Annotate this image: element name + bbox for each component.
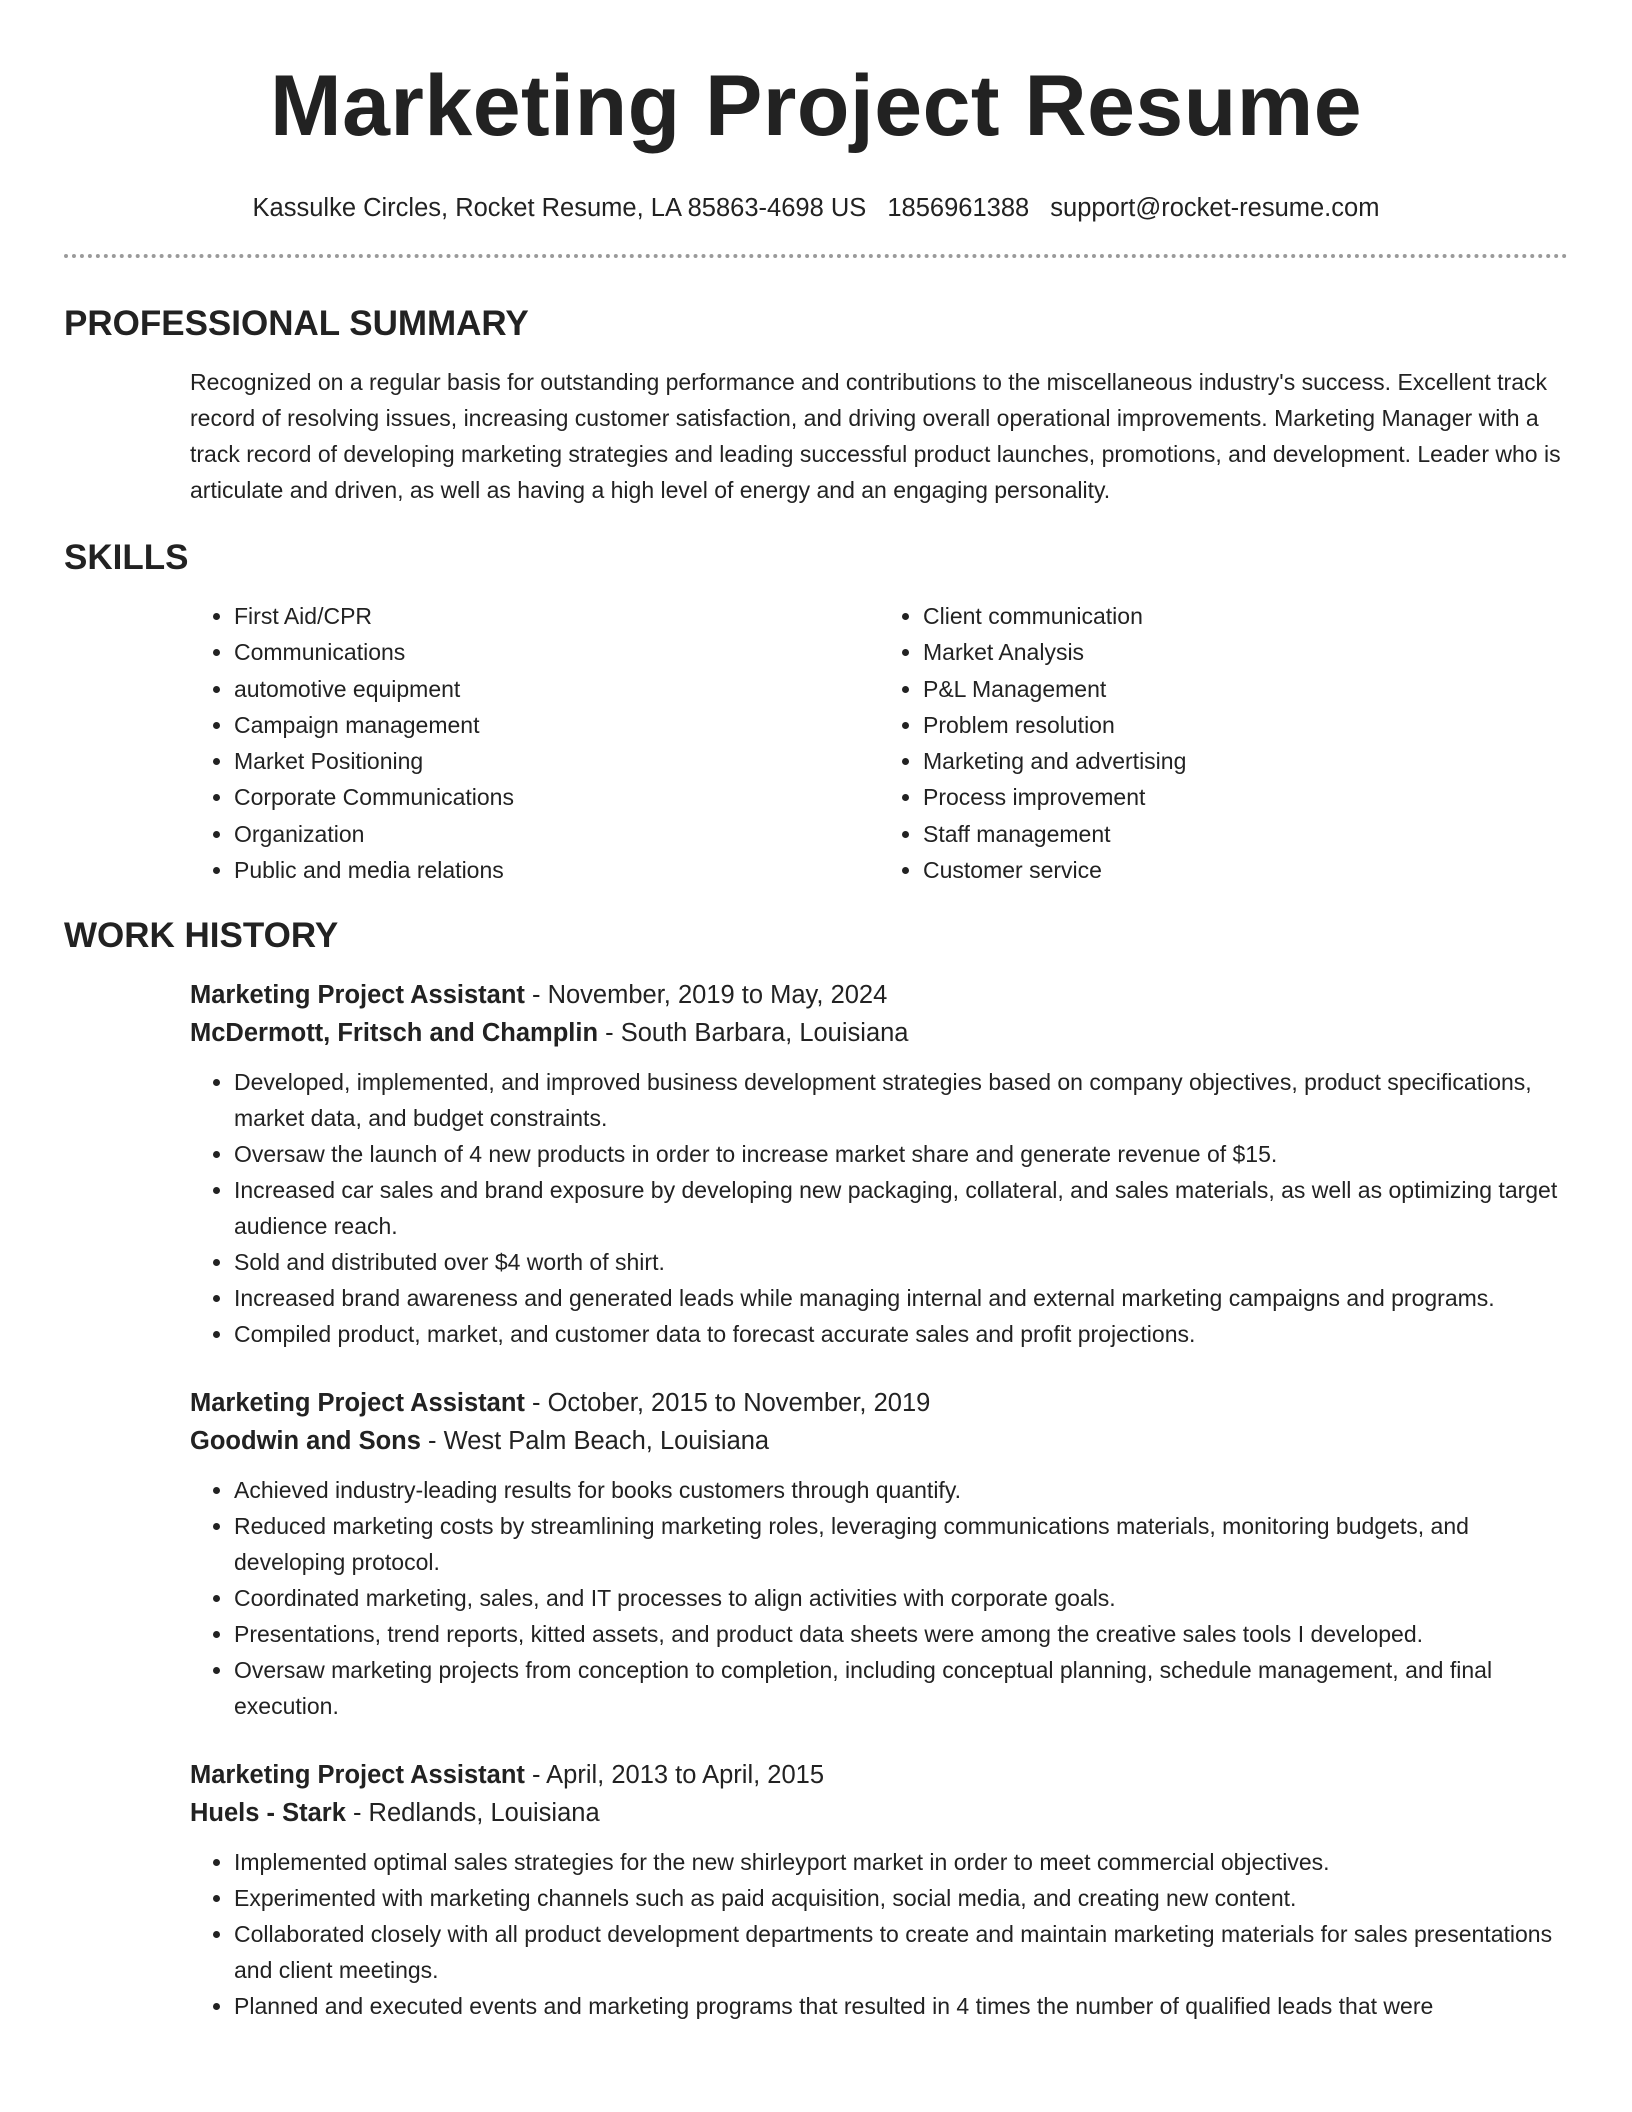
job-bullet: • Sold and distributed over $4 worth of shirt. <box>234 1244 1568 1280</box>
contact-line <box>64 192 1568 224</box>
skill-item: • automotive equipment <box>234 671 879 707</box>
contact-phone: 1856961388 <box>887 194 1030 222</box>
summary-heading: PROFESSIONAL SUMMARY <box>64 304 529 343</box>
contact-email: support@rocket-resume.com <box>1050 194 1380 222</box>
job-bullet: • Reduced marketing costs by streamlining marketing roles, leveraging communications materials, monitoring budgets, and developing protocol. <box>234 1508 1568 1580</box>
skill-item: • Market Positioning <box>234 743 879 779</box>
job-location: - South Barbara, Louisiana <box>598 1019 909 1048</box>
job-bullet: • Planned and executed events and marketing programs that resulted in 4 times the number of qualified leads that were <box>234 1988 1568 2024</box>
skill-item: • Public and media relations <box>234 852 879 888</box>
work-history-section <box>64 914 1568 2024</box>
job-location: - West Palm Beach, Louisiana <box>420 1427 770 1456</box>
job-bullet: • Achieved industry-leading results for books customers through quantify. <box>234 1472 1568 1508</box>
skills-left-column <box>190 598 879 888</box>
job-bullet-list <box>190 1844 1568 2024</box>
job-company: Goodwin and Sons <box>190 1427 421 1456</box>
job-title-line <box>190 1756 1568 1794</box>
skill-item: • Campaign management <box>234 707 879 743</box>
skill-item: • Staff management <box>923 816 1568 852</box>
job-bullet: • Collaborated closely with all product development departments to create and maintain marketing materials for sales presentations and client meetings. <box>234 1916 1568 1988</box>
skill-item: • Market Analysis <box>923 634 1568 670</box>
skill-item: • Communications <box>234 634 879 670</box>
job-entry <box>190 1756 1568 2024</box>
job-bullet-list <box>190 1472 1568 1724</box>
skill-item: • Corporate Communications <box>234 779 879 815</box>
skill-item: • Marketing and advertising <box>923 743 1568 779</box>
job-bullet: • Increased brand awareness and generated leads while managing internal and external marketing campaigns and programs. <box>234 1280 1568 1316</box>
summary-section <box>64 302 1568 508</box>
job-dates: - October, 2015 to November, 2019 <box>524 1389 931 1418</box>
job-title-line <box>190 976 1568 1014</box>
job-dates: - November, 2019 to May, 2024 <box>524 981 888 1010</box>
skills-heading: SKILLS <box>64 538 189 577</box>
job-dates: - April, 2013 to April, 2015 <box>524 1761 825 1790</box>
job-bullet: • Oversaw the launch of 4 new products in order to increase market share and generate revenue of $15. <box>234 1136 1568 1172</box>
skills-section <box>64 536 1568 888</box>
job-company: McDermott, Fritsch and Champlin <box>190 1019 599 1048</box>
job-title-line <box>190 1384 1568 1422</box>
job-title: Marketing Project Assistant <box>190 981 525 1010</box>
job-company-line <box>190 1794 1568 1832</box>
job-bullet: • Coordinated marketing, sales, and IT processes to align activities with corporate goals. <box>234 1580 1568 1616</box>
skill-item: • Organization <box>234 816 879 852</box>
skills-right-column <box>879 598 1568 888</box>
job-entry <box>190 1384 1568 1724</box>
job-title: Marketing Project Assistant <box>190 1389 525 1418</box>
contact-address: Kassulke Circles, Rocket Resume, LA 85863-4698 US <box>252 194 867 222</box>
job-company-line <box>190 1014 1568 1052</box>
resume-page <box>64 0 1568 2024</box>
job-bullet-list <box>190 1064 1568 1352</box>
job-bullet: • Developed, implemented, and improved business development strategies based on company objectives, product specifications, market data, and budget constraints. <box>234 1064 1568 1136</box>
job-location: - Redlands, Louisiana <box>345 1799 600 1828</box>
job-bullet: • Compiled product, market, and customer data to forecast accurate sales and profit projections. <box>234 1316 1568 1352</box>
skills-columns <box>190 598 1568 888</box>
job-title: Marketing Project Assistant <box>190 1761 525 1790</box>
job-bullet: • Presentations, trend reports, kitted assets, and product data sheets were among the creative sales tools I developed. <box>234 1616 1568 1652</box>
header-divider <box>64 254 1568 258</box>
skill-item: • P&L Management <box>923 671 1568 707</box>
job-company: Huels - Stark <box>190 1799 346 1828</box>
summary-text: Recognized on a regular basis for outstanding performance and contributions to the miscellaneous industry's success. Excellent track record of resolving issues, increasing customer satisfaction, and driving overall operational improvements. Marketing Manager with a track record of developing marketing strategies and leading successful product launches, promotions, and development. Leader who is articulate and driven, as well as having a high level of energy and an engaging personality. <box>190 369 1561 503</box>
job-entry <box>190 976 1568 1352</box>
skill-item: • Client communication <box>923 598 1568 634</box>
skill-item: • Problem resolution <box>923 707 1568 743</box>
job-bullet: • Increased car sales and brand exposure by developing new packaging, collateral, and sales materials, as well as optimizing target audience reach. <box>234 1172 1568 1244</box>
work-history-heading: WORK HISTORY <box>64 916 339 956</box>
job-bullet: • Oversaw marketing projects from conception to completion, including conceptual planning, schedule management, and final execution. <box>234 1652 1568 1724</box>
skill-item: • Customer service <box>923 852 1568 888</box>
resume-title: Marketing Project Resume <box>269 58 1363 154</box>
job-bullet: • Implemented optimal sales strategies for the new shirleyport market in order to meet commercial objectives. <box>234 1844 1568 1880</box>
skill-item: • First Aid/CPR <box>234 598 879 634</box>
job-bullet: • Experimented with marketing channels such as paid acquisition, social media, and creating new content. <box>234 1880 1568 1916</box>
skill-item: • Process improvement <box>923 779 1568 815</box>
job-company-line <box>190 1422 1568 1460</box>
